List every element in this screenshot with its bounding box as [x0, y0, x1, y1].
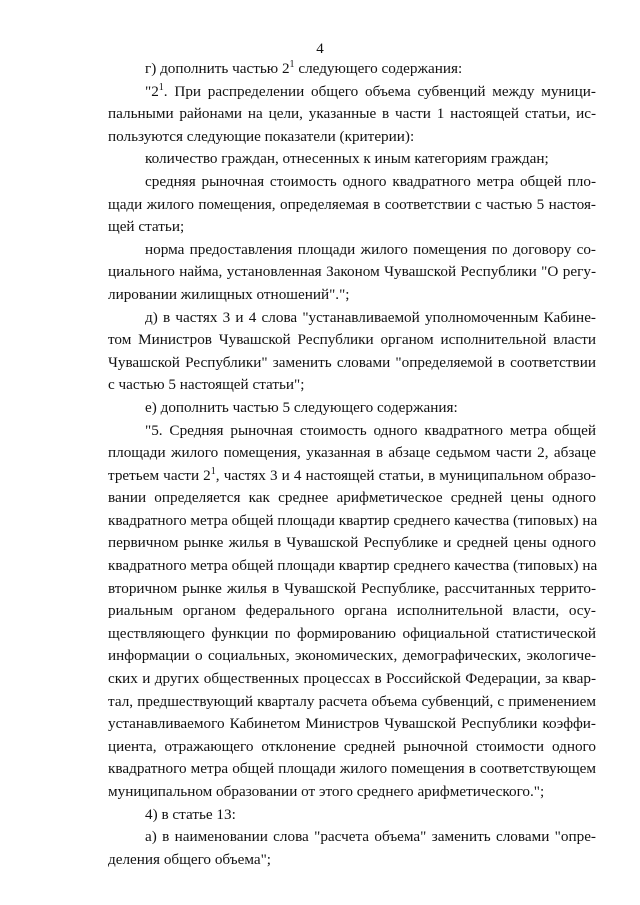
text-line: информации о социальных, экономических, демографических, экологиче-: [108, 647, 596, 665]
text-line: квадратного метра общей площади квартир среднего качества (типовых) на: [108, 557, 598, 575]
text-line: е) дополнить частью 5 следующего содержания:: [145, 398, 458, 416]
superscript: 1: [158, 81, 164, 93]
text-line: квадратного метра общей площади жилого помещения в соответствующем: [108, 760, 596, 778]
text-line: ществляющего функции по формированию официальной статистической: [108, 624, 596, 642]
text-line: площади жилого помещения, указанная в абзаце седьмом части 2, абзаце: [108, 444, 596, 462]
paragraph-p8: [108, 420, 596, 804]
text-line: Чувашской Республики" заменить словами "определяемой в соответствии: [108, 353, 596, 371]
text-line: циального найма, установленная Законом Чувашской Республики "О регу-: [108, 263, 596, 281]
text-line: ских и других общественных процессах в Российской Федерации, за квар-: [108, 670, 596, 688]
text-line: том Министров Чувашской Республики органом исполнительной власти: [108, 331, 596, 349]
text-line: риальным органом федерального органа исполнительной власти, осу-: [108, 602, 596, 620]
document-body: [108, 58, 596, 871]
text-line: а) в наименовании слова "расчета объема" заменить словами "опре-: [145, 828, 596, 846]
text-line: количество граждан, отнесенных к иным категориям граждан;: [145, 150, 549, 168]
paragraph-p7: [108, 397, 596, 420]
text-line: г) дополнить частью $2^1$ следующего содержания:: [145, 59, 463, 77]
paragraph-p2: [108, 81, 596, 149]
text-line: третьем части $2^1$, частях 3 и 4 настоящей статьи, в муниципальном образо-: [108, 465, 596, 484]
text-line: "5. Средняя рыночная стоимость одного квадратного метра общей: [145, 421, 596, 439]
text-line: вторичном рынке жилья в Чувашской Республике, рассчитанных террито-: [108, 579, 596, 597]
text-line: циента, отражающего отклонение средней рыночной стоимости одного: [108, 737, 596, 755]
text-line: щади жилого помещения, определяемая в соответствии с частью 5 настоя-: [108, 195, 596, 213]
paragraph-p3: [108, 148, 596, 171]
text-line: первичном рынке жилья в Чувашской Республике и средней цены одного: [108, 534, 596, 552]
text-line: тал, предшествующий кварталу расчета объема субвенций, с применением: [108, 692, 596, 710]
paragraph-p6: [108, 307, 596, 397]
paragraph-p1: [108, 58, 596, 81]
text-line: пользуются следующие показатели (критерии):: [108, 127, 415, 145]
superscript: 1: [210, 465, 216, 477]
text-line: 4) в статье 13:: [145, 805, 236, 823]
text-line: "$2^1$. При распределении общего объема субвенций между муници-: [145, 81, 596, 100]
text-line: д) в частях 3 и 4 слова "устанавливаемой уполномоченным Кабине-: [145, 308, 596, 326]
paragraph-p5: [108, 239, 596, 307]
text-line: муниципальном образовании от этого среднего арифметического.";: [108, 783, 545, 800]
text-line: норма предоставления площади жилого помещения по договору со-: [145, 240, 596, 258]
text-line: с частью 5 настоящей статьи";: [108, 376, 305, 394]
paragraph-p9: [108, 804, 596, 827]
text-line: вании определяется как среднее арифметическое средней цены одного: [108, 489, 596, 507]
paragraph-p4: [108, 171, 596, 239]
text-line: деления общего объема";: [108, 850, 272, 868]
text-line: лировании жилищных отношений".";: [108, 285, 350, 303]
superscript: 1: [289, 59, 295, 70]
page-number: 4: [316, 41, 324, 57]
text-line: квадратного метра общей площади квартир среднего качества (типовых) на: [108, 511, 598, 529]
text-line: средняя рыночная стоимость одного квадратного метра общей пло-: [145, 172, 596, 190]
text-line: устанавливаемого Кабинетом Министров Чувашской Республики коэффи-: [108, 715, 596, 733]
text-line: пальными районами на цели, указанные в части 1 настоящей статьи, ис-: [108, 105, 596, 123]
paragraph-p10: [108, 826, 596, 871]
text-line: щей статьи;: [108, 218, 185, 236]
